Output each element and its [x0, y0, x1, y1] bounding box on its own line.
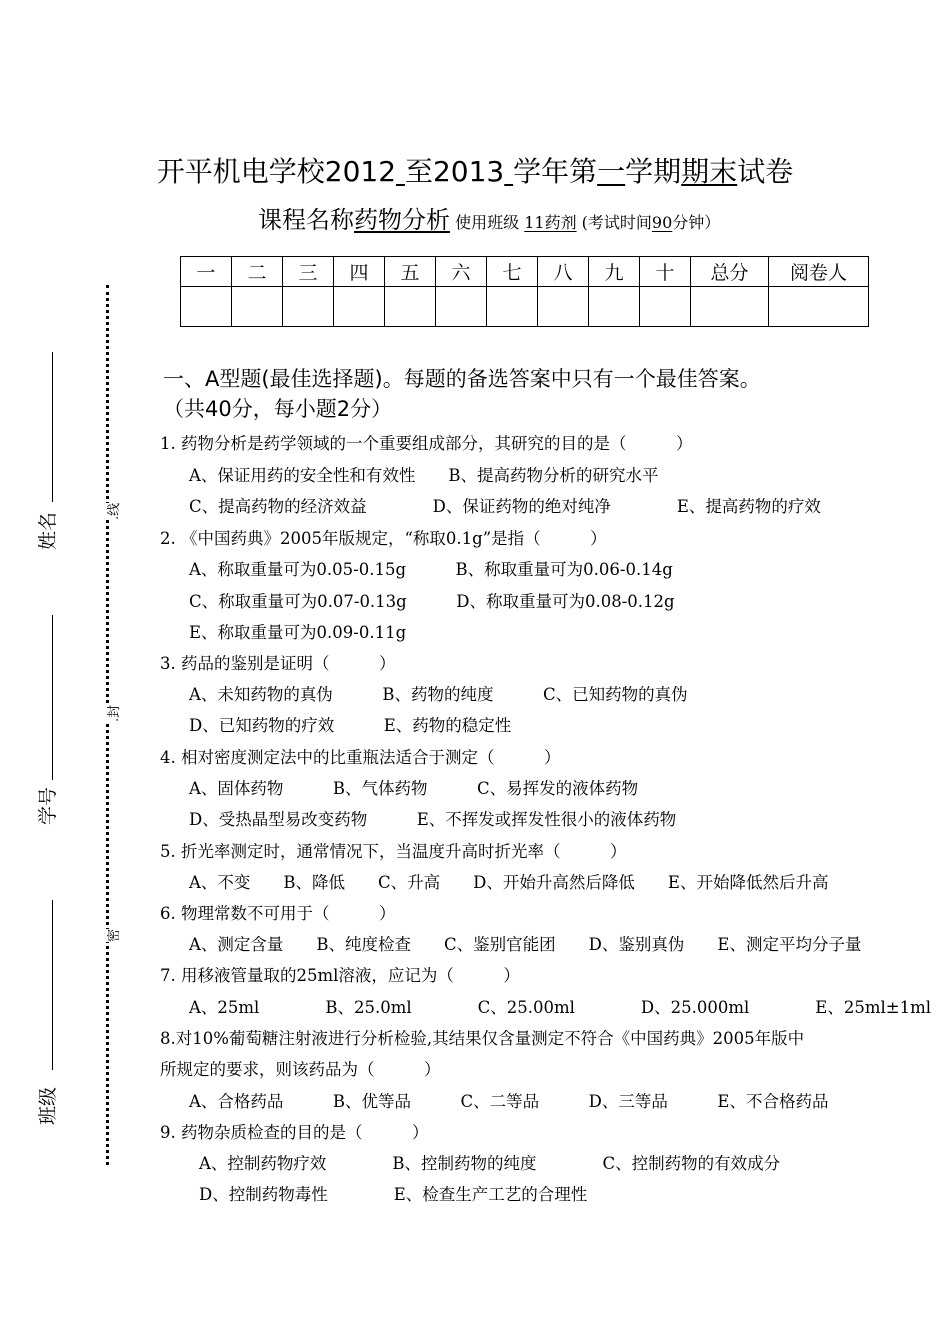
question-5-stem: 5. 折光率测定时，通常情况下，当温度升高时折光率（ ）: [160, 842, 627, 861]
score-cell[interactable]: [769, 287, 869, 327]
question-4-options: A、固体药物 B、气体药物 C、易挥发的液体药物: [189, 779, 639, 798]
score-table-entry-row: [181, 287, 869, 327]
question-1-options: A、保证用药的安全性和有效性 B、提高药物分析的研究水平: [189, 466, 659, 485]
score-col-grader: 阅卷人: [769, 257, 869, 287]
question-8-stem-cont: 所规定的要求，则该药品为（ ）: [160, 1060, 441, 1079]
question-9-stem: 9. 药物杂质检查的目的是（ ）: [160, 1123, 429, 1142]
course-info: [258, 200, 720, 235]
score-col-total: 总分: [691, 257, 769, 287]
question-8-options: A、合格药品 B、优等品 C、二等品 D、三等品 E、不合格药品: [189, 1092, 829, 1111]
class-name: 11药剂: [524, 213, 577, 232]
score-cell[interactable]: [538, 287, 589, 327]
score-col-2: 二: [232, 257, 283, 287]
question-4-options: D、受热晶型易改变药物 E、不挥发或挥发性很小的液体药物: [189, 810, 677, 829]
student-id-label: 学号: [37, 786, 59, 825]
score-col-9: 九: [589, 257, 640, 287]
score-cell[interactable]: [436, 287, 487, 327]
score-col-3: 三: [283, 257, 334, 287]
score-cell[interactable]: [487, 287, 538, 327]
name-blank-line[interactable]: [52, 352, 53, 502]
question-8-stem: 8.对10%葡萄糖注射液进行分析检验,其结果仅含量测定不符合《中国药典》2005年版中: [160, 1029, 805, 1048]
cut-mark-seal: .封: [103, 705, 122, 722]
score-cell[interactable]: [334, 287, 385, 327]
question-3-options: D、已知药物的疗效 E、药物的稳定性: [189, 716, 512, 735]
course-name: 药物分析: [354, 206, 450, 234]
cut-mark-secret: 密: [103, 929, 122, 942]
score-col-1: 一: [181, 257, 232, 287]
question-3-stem: 3. 药品的鉴别是证明（ ）: [160, 654, 396, 673]
score-col-4: 四: [334, 257, 385, 287]
score-col-5: 五: [385, 257, 436, 287]
time-prefix: (考试时间: [581, 213, 652, 232]
course-label: 课程名称: [258, 206, 354, 234]
question-7-options: A、25ml B、25.0ml C、25.00ml D、25.000ml E、25ml±1ml: [189, 998, 932, 1017]
question-2-options: C、称取重量可为0.07-0.13g D、称取重量可为0.08-0.12g: [189, 592, 675, 611]
score-cell[interactable]: [232, 287, 283, 327]
question-2-options: E、称取重量可为0.09-0.11g: [189, 623, 407, 642]
question-2-options: A、称取重量可为0.05-0.15g B、称取重量可为0.06-0.14g: [189, 560, 673, 579]
time-suffix: 分钟）: [672, 213, 721, 232]
score-cell[interactable]: [691, 287, 769, 327]
score-col-8: 八: [538, 257, 589, 287]
question-6-stem: 6. 物理常数不可用于（ ）: [160, 904, 396, 923]
time-value: 90: [651, 213, 673, 232]
question-7-stem: 7. 用移液管量取的25ml溶液，应记为（ ）: [160, 966, 520, 985]
score-cell[interactable]: [385, 287, 436, 327]
question-3-options: A、未知药物的真伪 B、药物的纯度 C、已知药物的真伪: [189, 685, 688, 704]
score-cell[interactable]: [283, 287, 334, 327]
score-col-10: 十: [640, 257, 691, 287]
score-cell[interactable]: [589, 287, 640, 327]
cut-mark-line: .线: [103, 503, 122, 520]
question-6-options: A、测定含量 B、纯度检查 C、鉴别官能团 D、鉴别真伪 E、测定平均分子量: [189, 935, 862, 954]
score-cell[interactable]: [181, 287, 232, 327]
student-id-blank-line[interactable]: [52, 615, 53, 780]
score-col-6: 六: [436, 257, 487, 287]
binding-dotted-line: [106, 285, 109, 1165]
question-1-options: C、提高药物的经济效益 D、保证药物的绝对纯净 E、提高药物的疗效: [189, 497, 821, 516]
score-col-7: 七: [487, 257, 538, 287]
class-label-margin: 班级: [37, 1086, 59, 1125]
score-table: [180, 256, 869, 327]
class-blank-line[interactable]: [52, 900, 53, 1070]
question-5-options: A、不变 B、降低 C、升高 D、开始升高然后降低 E、开始降低然后升高: [189, 873, 829, 892]
class-label: 使用班级: [455, 213, 520, 232]
question-4-stem: 4. 相对密度测定法中的比重瓶法适合于测定（ ）: [160, 748, 561, 767]
question-9-options: D、控制药物毒性 E、检查生产工艺的合理性: [199, 1185, 588, 1204]
name-label: 姓名: [37, 511, 59, 550]
question-9-options: A、控制药物疗效 B、控制药物的纯度 C、控制药物的有效成分: [199, 1154, 781, 1173]
score-cell[interactable]: [640, 287, 691, 327]
exam-title: 开平机电学校2012 至2013 学年第一学期期末试卷: [156, 155, 794, 188]
score-table-header-row: [181, 257, 869, 287]
section-heading: 一、A型题(最佳选择题)。每题的备选答案中只有一个最佳答案。 （共40分，每小题2分）: [163, 367, 761, 421]
question-1-stem: 1. 药物分析是药学领域的一个重要组成部分，其研究的目的是（ ）: [160, 434, 693, 453]
question-2-stem: 2. 《中国药典》2005年版规定，“称取0.1g”是指（ ）: [160, 529, 607, 548]
